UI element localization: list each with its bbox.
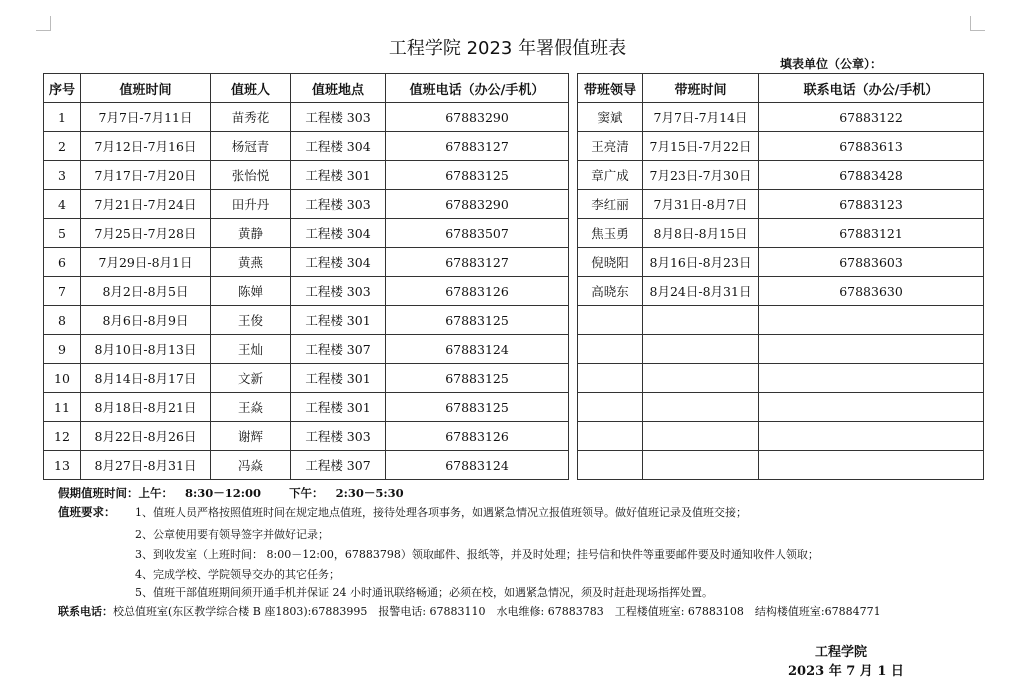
duty-time-cell: 8月2日-8月5日 — [81, 277, 211, 306]
column-header: 序号 — [44, 74, 81, 103]
table-row — [44, 422, 984, 451]
leader-phone-cell — [759, 335, 984, 364]
duty-place-cell: 工程楼 307 — [291, 451, 386, 480]
duty-phone-cell: 67883507 — [386, 219, 569, 248]
duty-place-cell: 工程楼 303 — [291, 190, 386, 219]
leader-phone-cell: 67883603 — [759, 248, 984, 277]
duty-person-cell: 陈婵 — [211, 277, 291, 306]
table-gap — [569, 161, 578, 190]
duty-phone-cell: 67883290 — [386, 103, 569, 132]
duty-phone-cell: 67883290 — [386, 190, 569, 219]
leader-leader-cell: 高晓东 — [578, 277, 643, 306]
unit-label: 填表单位（公章）： — [780, 57, 883, 71]
leader-time-cell: 7月31日-8月7日 — [643, 190, 759, 219]
table-row — [44, 335, 984, 364]
duty-person-cell: 冯焱 — [211, 451, 291, 480]
am-hours: 8:30－12:00 — [185, 486, 262, 500]
leader-leader-cell: 焦玉勇 — [578, 219, 643, 248]
leader-phone-cell: 67883122 — [759, 103, 984, 132]
duty-phone-cell: 67883125 — [386, 364, 569, 393]
leader-phone-cell: 67883123 — [759, 190, 984, 219]
leader-leader-cell: 王亮清 — [578, 132, 643, 161]
table-row — [44, 277, 984, 306]
requirement-item: 3、到收发室（上班时间： 8:00－12:00，67883798）领取邮件、报纸等，并及时处理；挂号信和快件等重要邮件要及时通知收件人领取； — [135, 548, 819, 561]
requirement-item: 4、完成学校、学院领导交办的其它任务； — [135, 568, 340, 581]
column-header: 值班时间 — [81, 74, 211, 103]
duty-person-cell: 王焱 — [211, 393, 291, 422]
leader-time-cell — [643, 422, 759, 451]
duty-person-cell: 黄静 — [211, 219, 291, 248]
table-gap — [569, 219, 578, 248]
duty-place-cell: 工程楼 301 — [291, 393, 386, 422]
table-gap — [569, 74, 578, 103]
leader-leader-cell: 窦斌 — [578, 103, 643, 132]
duty-time-cell: 7月21日-7月24日 — [81, 190, 211, 219]
duty-no-cell: 12 — [44, 422, 81, 451]
duty-person-cell: 苗秀花 — [211, 103, 291, 132]
sign-date: 2023 年 7 月 1 日 — [788, 664, 904, 679]
duty-no-cell: 6 — [44, 248, 81, 277]
leader-time-cell: 8月24日-8月31日 — [643, 277, 759, 306]
column-header: 值班人 — [211, 74, 291, 103]
duty-phone-cell: 67883124 — [386, 335, 569, 364]
leader-time-cell: 8月8日-8月15日 — [643, 219, 759, 248]
duty-time-cell: 8月18日-8月21日 — [81, 393, 211, 422]
duty-person-cell: 文新 — [211, 364, 291, 393]
duty-place-cell: 工程楼 303 — [291, 103, 386, 132]
duty-phone-cell: 67883126 — [386, 422, 569, 451]
table-row — [44, 451, 984, 480]
table-gap — [569, 422, 578, 451]
duty-time-cell: 7月29日-8月1日 — [81, 248, 211, 277]
duty-no-cell: 8 — [44, 306, 81, 335]
duty-no-cell: 9 — [44, 335, 81, 364]
duty-place-cell: 工程楼 304 — [291, 219, 386, 248]
duty-no-cell: 11 — [44, 393, 81, 422]
leader-leader-cell — [578, 306, 643, 335]
duty-phone-cell: 67883127 — [386, 132, 569, 161]
duty-place-cell: 工程楼 303 — [291, 277, 386, 306]
column-header: 带班领导 — [578, 74, 643, 103]
table-row — [44, 190, 984, 219]
table-gap — [569, 306, 578, 335]
duty-person-cell: 王灿 — [211, 335, 291, 364]
duty-time-cell: 8月14日-8月17日 — [81, 364, 211, 393]
table-row — [44, 248, 984, 277]
org-signature: 工程学院 — [815, 645, 868, 660]
leader-time-cell: 7月7日-7月14日 — [643, 103, 759, 132]
duty-time-cell: 8月27日-8月31日 — [81, 451, 211, 480]
leader-time-cell: 8月16日-8月23日 — [643, 248, 759, 277]
leader-phone-cell: 67883121 — [759, 219, 984, 248]
table-gap — [569, 393, 578, 422]
table-gap — [569, 451, 578, 480]
leader-time-cell — [643, 451, 759, 480]
column-header: 带班时间 — [643, 74, 759, 103]
duty-no-cell: 10 — [44, 364, 81, 393]
contacts-line — [58, 603, 881, 619]
leader-leader-cell — [578, 451, 643, 480]
duty-phone-cell: 67883127 — [386, 248, 569, 277]
duty-person-cell: 谢辉 — [211, 422, 291, 451]
duty-place-cell: 工程楼 303 — [291, 422, 386, 451]
table-gap — [569, 190, 578, 219]
pm-label: 下午： — [289, 486, 324, 500]
duty-time-cell: 7月25日-7月28日 — [81, 219, 211, 248]
table-row — [44, 103, 984, 132]
duty-no-cell: 3 — [44, 161, 81, 190]
requirement-item: 1、值班人员严格按照值班时间在规定地点值班，接待处理各项事务，如遇紧急情况立报值班领导。做好值班记录及值班交接； — [135, 506, 747, 519]
hours-line — [58, 485, 404, 501]
duty-phone-cell: 67883126 — [386, 277, 569, 306]
duty-time-cell: 8月10日-8月13日 — [81, 335, 211, 364]
leader-leader-cell: 倪晓阳 — [578, 248, 643, 277]
table-gap — [569, 335, 578, 364]
leader-phone-cell: 67883630 — [759, 277, 984, 306]
leader-leader-cell — [578, 335, 643, 364]
leader-leader-cell — [578, 422, 643, 451]
duty-time-cell: 7月17日-7月20日 — [81, 161, 211, 190]
column-header: 联系电话（办公/手机） — [759, 74, 984, 103]
requirement-item: 5、值班干部值班期间须开通手机并保证 24 小时通讯联络畅通；必须在校，如遇紧急情况，须及时赶赴现场指挥处置。 — [135, 586, 713, 599]
duty-time-cell: 7月12日-7月16日 — [81, 132, 211, 161]
page-title: 工程学院 2023 年署假值班表 — [388, 38, 627, 59]
table-row — [44, 306, 984, 335]
leader-leader-cell — [578, 364, 643, 393]
leader-time-cell — [643, 393, 759, 422]
column-header: 值班地点 — [291, 74, 386, 103]
leader-time-cell: 7月23日-7月30日 — [643, 161, 759, 190]
duty-table — [43, 73, 984, 480]
duty-place-cell: 工程楼 301 — [291, 306, 386, 335]
column-header: 值班电话（办公/手机） — [386, 74, 569, 103]
contacts-text: 校总值班室(东区教学综合楼 B 座1803):67883995 报警电话: 67883110 水电维修: 67883783 工程楼值班室: 67883108 结构楼值班室:67884771 — [113, 605, 881, 618]
duty-no-cell: 4 — [44, 190, 81, 219]
table-gap — [569, 103, 578, 132]
leader-phone-cell: 67883613 — [759, 132, 984, 161]
leader-leader-cell — [578, 393, 643, 422]
duty-person-cell: 张怡悦 — [211, 161, 291, 190]
duty-phone-cell: 67883124 — [386, 451, 569, 480]
table-row — [44, 219, 984, 248]
table-row — [44, 161, 984, 190]
duty-place-cell: 工程楼 304 — [291, 132, 386, 161]
table-gap — [569, 364, 578, 393]
leader-phone-cell — [759, 364, 984, 393]
leader-time-cell — [643, 335, 759, 364]
duty-phone-cell: 67883125 — [386, 393, 569, 422]
duty-time-cell: 8月22日-8月26日 — [81, 422, 211, 451]
duty-person-cell: 王俊 — [211, 306, 291, 335]
duty-no-cell: 7 — [44, 277, 81, 306]
duty-no-cell: 5 — [44, 219, 81, 248]
duty-no-cell: 1 — [44, 103, 81, 132]
am-label: 上午： — [138, 486, 173, 500]
leader-leader-cell: 章广成 — [578, 161, 643, 190]
requirements-label: 值班要求： — [58, 505, 116, 519]
table-row — [44, 364, 984, 393]
leader-phone-cell — [759, 306, 984, 335]
duty-phone-cell: 67883125 — [386, 306, 569, 335]
leader-time-cell — [643, 364, 759, 393]
duty-place-cell: 工程楼 301 — [291, 364, 386, 393]
leader-phone-cell — [759, 422, 984, 451]
contacts-label: 联系电话： — [58, 605, 113, 618]
hours-label: 假期值班时间： — [58, 486, 139, 500]
table-row — [44, 393, 984, 422]
table-gap — [569, 132, 578, 161]
leader-time-cell: 7月15日-7月22日 — [643, 132, 759, 161]
duty-time-cell: 7月7日-7月11日 — [81, 103, 211, 132]
duty-no-cell: 13 — [44, 451, 81, 480]
header-row — [44, 74, 984, 103]
duty-place-cell: 工程楼 307 — [291, 335, 386, 364]
leader-phone-cell: 67883428 — [759, 161, 984, 190]
table-gap — [569, 248, 578, 277]
duty-place-cell: 工程楼 301 — [291, 161, 386, 190]
leader-phone-cell — [759, 451, 984, 480]
leader-leader-cell: 李红丽 — [578, 190, 643, 219]
duty-place-cell: 工程楼 304 — [291, 248, 386, 277]
duty-person-cell: 田升丹 — [211, 190, 291, 219]
leader-time-cell — [643, 306, 759, 335]
duty-person-cell: 杨冠青 — [211, 132, 291, 161]
leader-phone-cell — [759, 393, 984, 422]
table-row — [44, 132, 984, 161]
crop-mark — [970, 16, 985, 31]
duty-phone-cell: 67883125 — [386, 161, 569, 190]
table-gap — [569, 277, 578, 306]
duty-time-cell: 8月6日-8月9日 — [81, 306, 211, 335]
duty-no-cell: 2 — [44, 132, 81, 161]
duty-person-cell: 黄燕 — [211, 248, 291, 277]
requirement-item: 2、公章使用要有领导签字并做好记录； — [135, 528, 329, 541]
crop-mark — [36, 16, 51, 31]
pm-hours: 2:30－5:30 — [335, 486, 404, 500]
